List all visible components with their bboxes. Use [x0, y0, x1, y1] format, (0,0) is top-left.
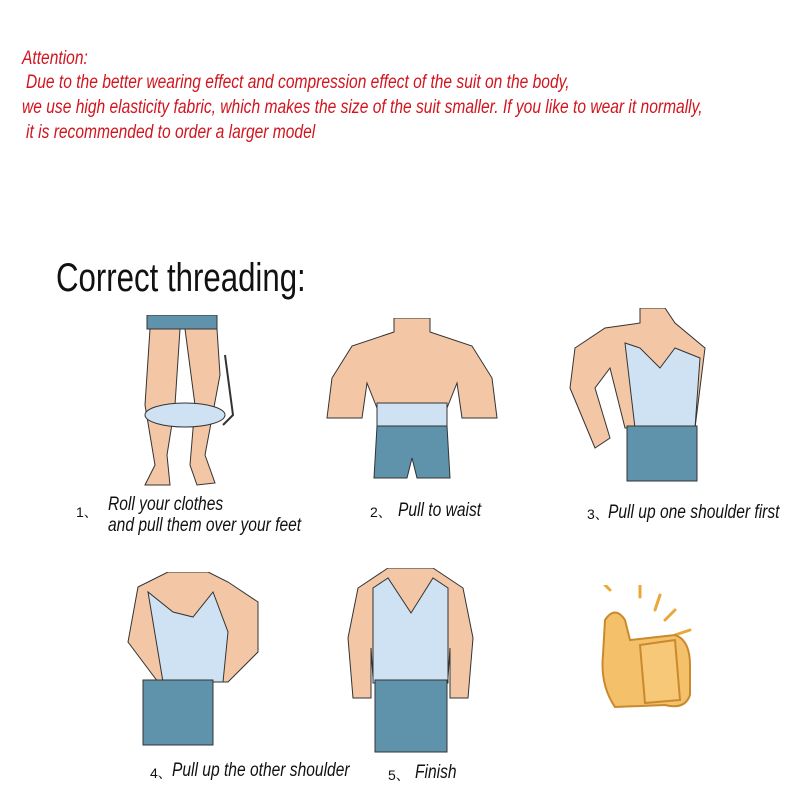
step-1-illustration: [125, 315, 250, 490]
step-5-caption: Finish: [415, 762, 457, 783]
step-3-number: 3、: [587, 506, 609, 522]
attention-line-2: we use high elasticity fabric, which makes the size of the suit smaller. If you like to wear it normally,: [22, 97, 703, 118]
page-title: Correct threading:: [56, 256, 306, 300]
step-4-number: 4、: [150, 765, 172, 781]
attention-line-1: Due to the better wearing effect and compression effect of the suit on the body,: [26, 72, 570, 93]
step-1-caption-line-1: Roll your clothes: [108, 494, 224, 515]
step-1-caption-line-2: and pull them over your feet: [108, 515, 302, 536]
step-4-illustration: [118, 572, 268, 752]
step-1-number: 1、: [76, 504, 98, 520]
step-2-illustration: [322, 318, 502, 483]
step-2-number: 2、: [370, 504, 392, 520]
thumbs-up-icon: [595, 585, 705, 715]
step-3-illustration: [565, 308, 715, 488]
step-4-caption: Pull up the other shoulder: [172, 760, 350, 781]
step-2-caption: Pull to waist: [398, 500, 482, 521]
attention-line-3: it is recommended to order a larger model: [26, 122, 316, 143]
step-5-number: 5、: [388, 767, 410, 783]
step-5-illustration: [343, 568, 478, 758]
step-3-caption: Pull up one shoulder first: [608, 502, 780, 523]
attention-heading: Attention:: [22, 48, 88, 69]
